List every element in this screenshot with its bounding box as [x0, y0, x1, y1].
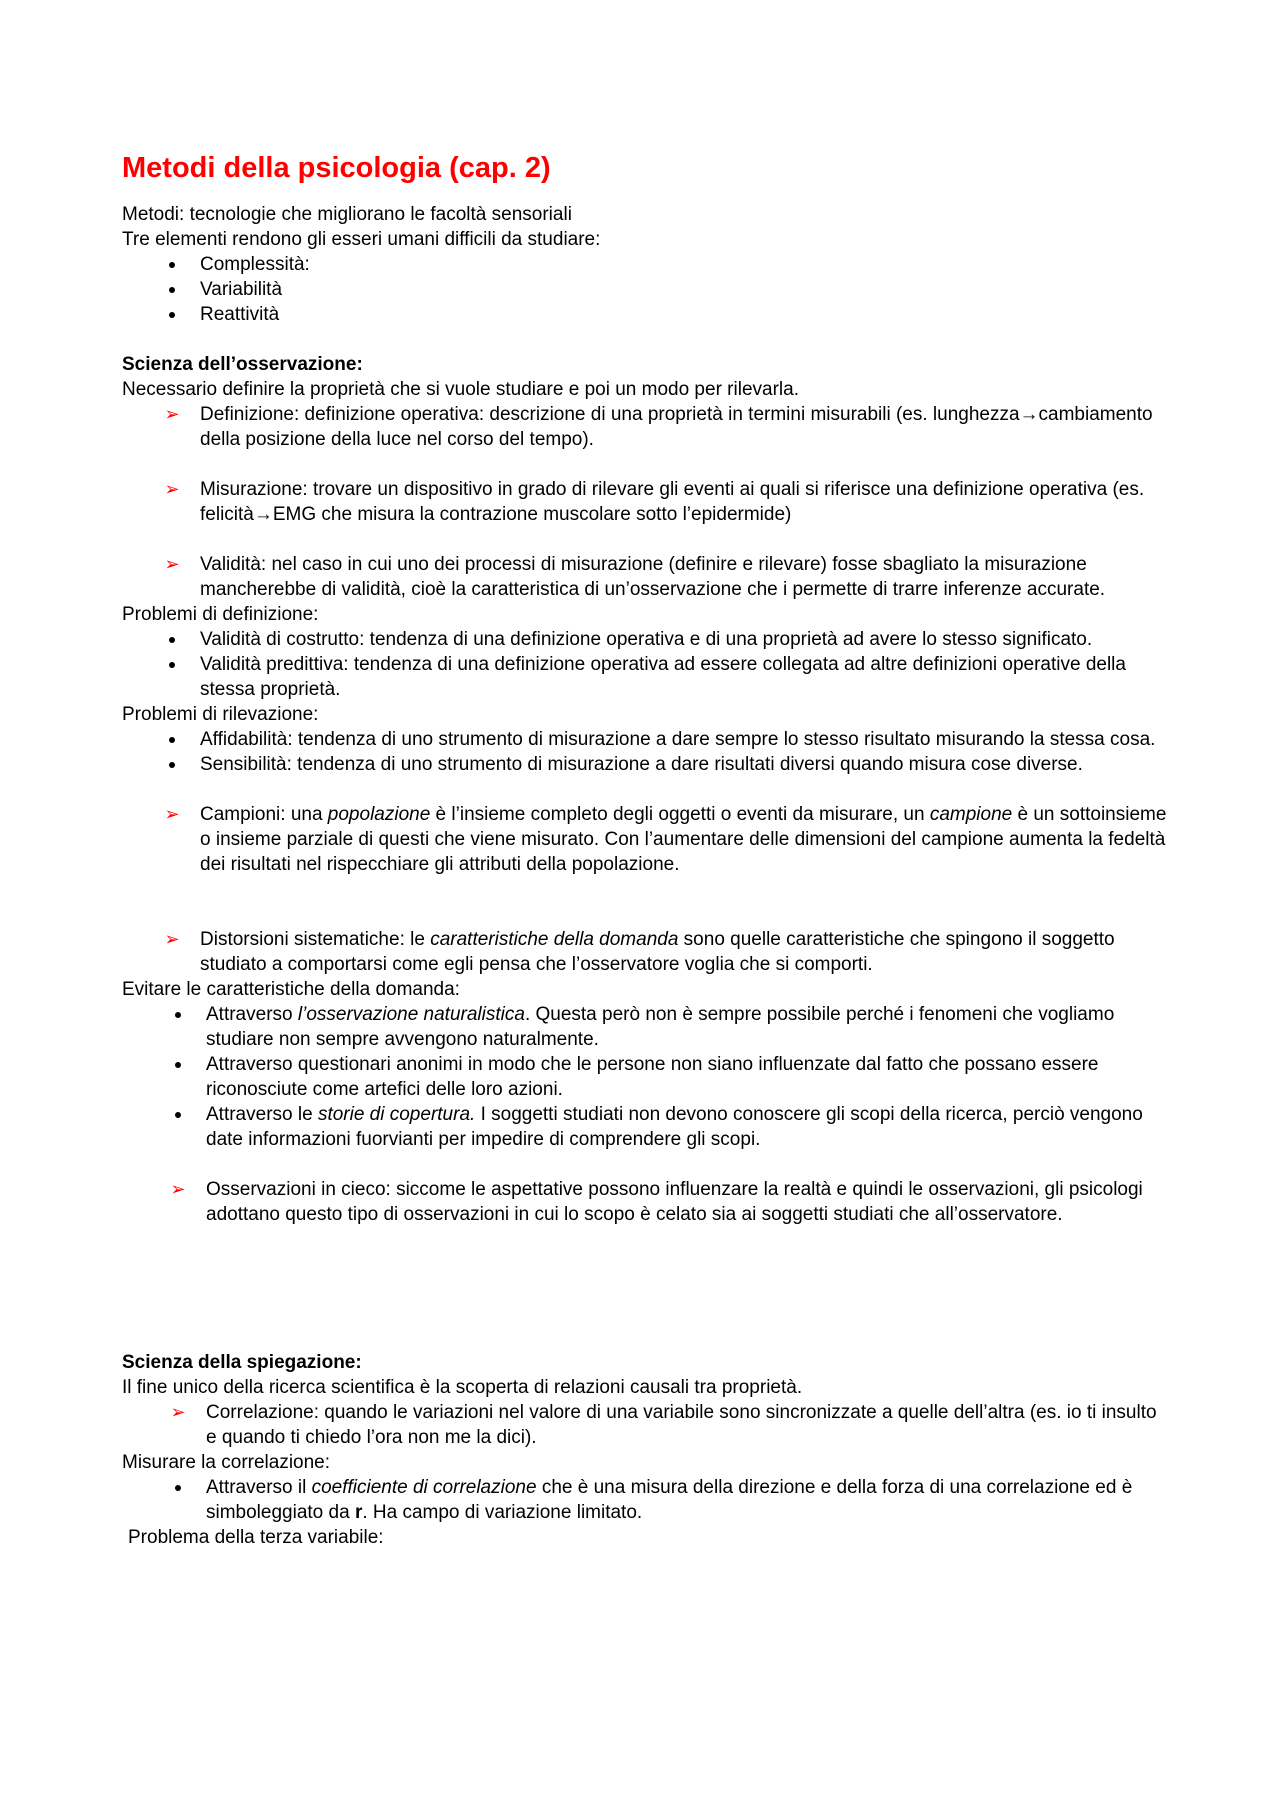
list-item-campioni: ➢ Campioni: una popolazione è l’insieme completo degli oggetti o eventi da misurare, un campione è un sottoinsieme o insieme parziale di questi che viene misurato. Con l’aumentare delle dimensioni del campione aumenta la fedeltà dei risultati nel rispecchiare gli attributi della popolazione.: [122, 802, 1172, 877]
intro-bullet-list: [122, 252, 1172, 327]
page-title: Metodi della psicologia (cap. 2): [122, 152, 551, 184]
arrow-list: [122, 402, 1172, 452]
arrowhead-bullet-icon: ➢: [170, 1179, 186, 1199]
paragraph: Problemi di rilevazione:: [122, 704, 319, 725]
section-heading-osservazione: Scienza dell’osservazione:: [122, 354, 363, 375]
section-heading-spiegazione: Scienza della spiegazione:: [122, 1352, 362, 1373]
list-item-correlazione: ➢ Correlazione: quando le variazioni nel valore di una variabile sono sincronizzate a quelle dell’altra (es. io ti insulto e quando ti chiedo l’ora non me la dici).: [122, 1400, 1172, 1450]
list-item-definizione: ➢ Definizione: definizione operativa: descrizione di una proprietà in termini misurabili (es. lunghezza→cambiamento della posizione della luce nel corso del tempo).: [122, 402, 1172, 452]
arrowhead-bullet-icon: ➢: [164, 404, 180, 424]
list-item: Attraverso questionari anonimi in modo che le persone non siano influenzate dal fatto che possano essere riconosciute come artefici delle loro azioni.: [206, 1054, 1099, 1100]
paragraph: Evitare le caratteristiche della domanda:: [122, 979, 460, 1000]
arrow-list: [122, 1400, 1172, 1450]
intro-line-2: Tre elementi rendono gli esseri umani difficili da studiare:: [122, 229, 601, 250]
arrowhead-bullet-icon: ➢: [164, 804, 180, 824]
bullet-list: [122, 627, 1172, 702]
arrow-list: [122, 1177, 1172, 1227]
list-item: Validità predittiva: tendenza di una definizione operativa ad essere collegata ad altre definizioni operative della stessa proprietà.: [200, 654, 1126, 700]
arrow-list: [122, 927, 1172, 977]
arrowhead-bullet-icon: ➢: [164, 479, 180, 499]
list-item: Validità di costrutto: tendenza di una definizione operativa e di una proprietà ad avere lo stesso significato.: [200, 629, 1093, 650]
list-item: Attraverso l’osservazione naturalistica. Questa però non è sempre possibile perché i fenomeni che vogliamo studiare non sempre avvengono naturalmente.: [206, 1004, 1115, 1050]
arrowhead-bullet-icon: ➢: [164, 554, 180, 574]
list-item-misurazione: ➢ Misurazione: trovare un dispositivo in grado di rilevare gli eventi ai quali si riferisce una definizione operativa (es. felicità→EMG che misura la contrazione muscolare sotto l’epidermide): [122, 477, 1172, 527]
arrow-list: [122, 477, 1172, 527]
list-item: Attraverso il coefficiente di correlazione che è una misura della direzione e della forza di una correlazione ed è simboleggiato da r. Ha campo di variazione limitato.: [206, 1477, 1133, 1523]
list-item: Reattività: [200, 304, 280, 325]
list-item: Attraverso le storie di copertura. I soggetti studiati non devono conoscere gli scopi della ricerca, perciò vengono date informazioni fuorvianti per impedire di comprendere gli scopi.: [206, 1104, 1143, 1150]
arrowhead-bullet-icon: ➢: [170, 1402, 186, 1422]
paragraph: Il fine unico della ricerca scientifica è la scoperta di relazioni causali tra proprietà.: [122, 1377, 803, 1398]
list-item: Affidabilità: tendenza di uno strumento di misurazione a dare sempre lo stesso risultato misurando la stessa cosa.: [200, 729, 1156, 750]
arrow-list: [122, 802, 1172, 877]
list-item: Complessità:: [200, 254, 310, 275]
arrowhead-bullet-icon: ➢: [164, 929, 180, 949]
bullet-list: [122, 1475, 1172, 1525]
paragraph: Problema della terza variabile:: [128, 1527, 384, 1548]
intro-line-1: Metodi: tecnologie che migliorano le facoltà sensoriali: [122, 204, 572, 225]
bullet-list: [122, 1002, 1172, 1152]
arrow-list: [122, 552, 1172, 602]
paragraph: Necessario definire la proprietà che si vuole studiare e poi un modo per rilevarla.: [122, 379, 799, 400]
paragraph: Misurare la correlazione:: [122, 1452, 331, 1473]
paragraph: Problemi di definizione:: [122, 604, 319, 625]
list-item-validita: ➢ Validità: nel caso in cui uno dei processi di misurazione (definire e rilevare) fosse sbagliato la misurazione mancherebbe di validità, cioè la caratteristica di un’osservazione che i permette di trarre inferenze accurate.: [122, 552, 1172, 602]
list-item-cieco: ➢ Osservazioni in cieco: siccome le aspettative possono influenzare la realtà e quindi le osservazioni, gli psicologi adottano questo tipo di osservazioni in cui lo scopo è celato sia ai soggetti studiati che all’osservatore.: [122, 1177, 1172, 1227]
document-page: [122, 150, 1172, 1550]
list-item: Variabilità: [200, 279, 283, 300]
list-item: Sensibilità: tendenza di uno strumento di misurazione a dare risultati diversi quando misura cose diverse.: [200, 754, 1083, 775]
bullet-list: [122, 727, 1172, 777]
list-item-distorsioni: ➢ Distorsioni sistematiche: le caratteristiche della domanda sono quelle caratteristiche che spingono il soggetto studiato a comportarsi come egli pensa che l’osservatore voglia che si comporti.: [122, 927, 1172, 977]
